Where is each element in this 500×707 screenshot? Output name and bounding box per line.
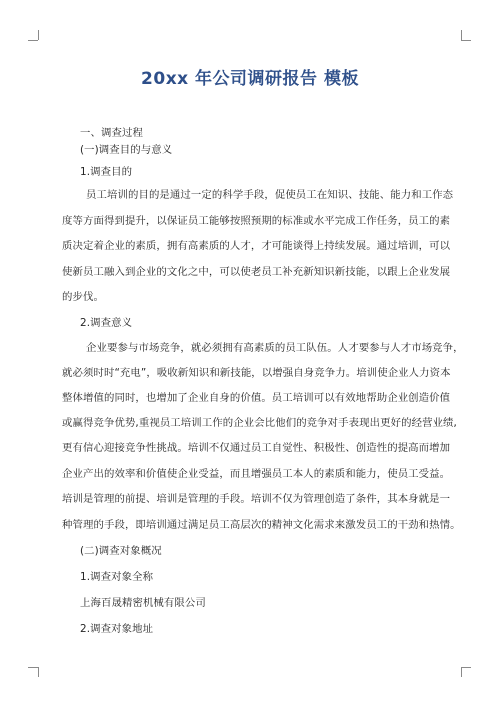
- company-name: 上海百晟精密机械有限公司: [80, 597, 206, 609]
- paragraph-line: 培训是管理的前提、培训是管理的手段。培训不仅为管理创造了条件，其本身就是一: [62, 493, 451, 505]
- paragraph-line: 更有信心迎接竞争性挑战。培训不仅通过员工自觉性、积极性、创造性的提高而增加: [62, 442, 451, 454]
- paragraph-line: 整体增值的同时，也增加了企业自身的价值。员工培训可以有效地帮助企业创造价值: [62, 392, 451, 404]
- crop-mark-bottom-right-v: [461, 667, 462, 677]
- crop-mark-top-left: [28, 40, 38, 41]
- paragraph-line: 企业产出的效率和价值使企业受益，而且增强员工本人的素质和能力，使员工受益。: [62, 468, 451, 480]
- heading-subject-name: 1.调查对象全称: [80, 571, 154, 583]
- crop-mark-bottom-right: [461, 667, 471, 668]
- paragraph-line: 员工培训的目的是通过一定的科学手段，促使员工在知识、技能、能力和工作态: [86, 189, 454, 201]
- paragraph-line: 的步伐。: [62, 291, 104, 303]
- paragraph-line: 质决定着企业的素质，拥有高素质的人才，才可能谈得上持续发展。通过培训，可以: [62, 240, 451, 252]
- paragraph-line: 就必须时时“充电”，吸收新知识和新技能，以增强自身竞争力。培训使企业人力资本: [62, 367, 451, 379]
- heading-level-1: 一、调查过程: [80, 127, 143, 139]
- crop-mark-bottom-left: [28, 667, 38, 668]
- paragraph-line: 度等方面得到提升，以保证员工能够按照预期的标准或水平完成工作任务，员工的素: [62, 215, 451, 227]
- paragraph-line: 或赢得竞争优势,重视员工培训工作的企业会比他们的竞争对手表现出更好的经营业绩,: [62, 417, 457, 429]
- crop-mark-top-right-v: [461, 30, 462, 40]
- heading-purpose-and-significance: (一)调查目的与意义: [80, 144, 173, 156]
- document-title: 20xx 年公司调研报告 模板: [141, 69, 359, 89]
- paragraph-line: 种管理的手段，即培训通过满足员工高层次的精神文化需求来激发员工的干劲和热情。: [62, 519, 461, 531]
- crop-mark-bottom-left-v: [38, 667, 39, 677]
- heading-subject-overview: (二)调查对象概况: [80, 545, 162, 557]
- paragraph-line: 使新员工融入到企业的文化之中，可以使老员工补充新知识新技能，以跟上企业发展: [62, 266, 451, 278]
- heading-subject-address: 2.调查对象地址: [80, 623, 154, 635]
- paragraph-line: 企业要参与市场竞争，就必须拥有高素质的员工队伍。人才要参与人才市场竞争，: [86, 342, 464, 354]
- heading-purpose: 1.调查目的: [80, 166, 133, 178]
- crop-mark-top-left-v: [38, 30, 39, 40]
- heading-significance: 2.调查意义: [80, 317, 133, 329]
- crop-mark-top-right: [461, 40, 471, 41]
